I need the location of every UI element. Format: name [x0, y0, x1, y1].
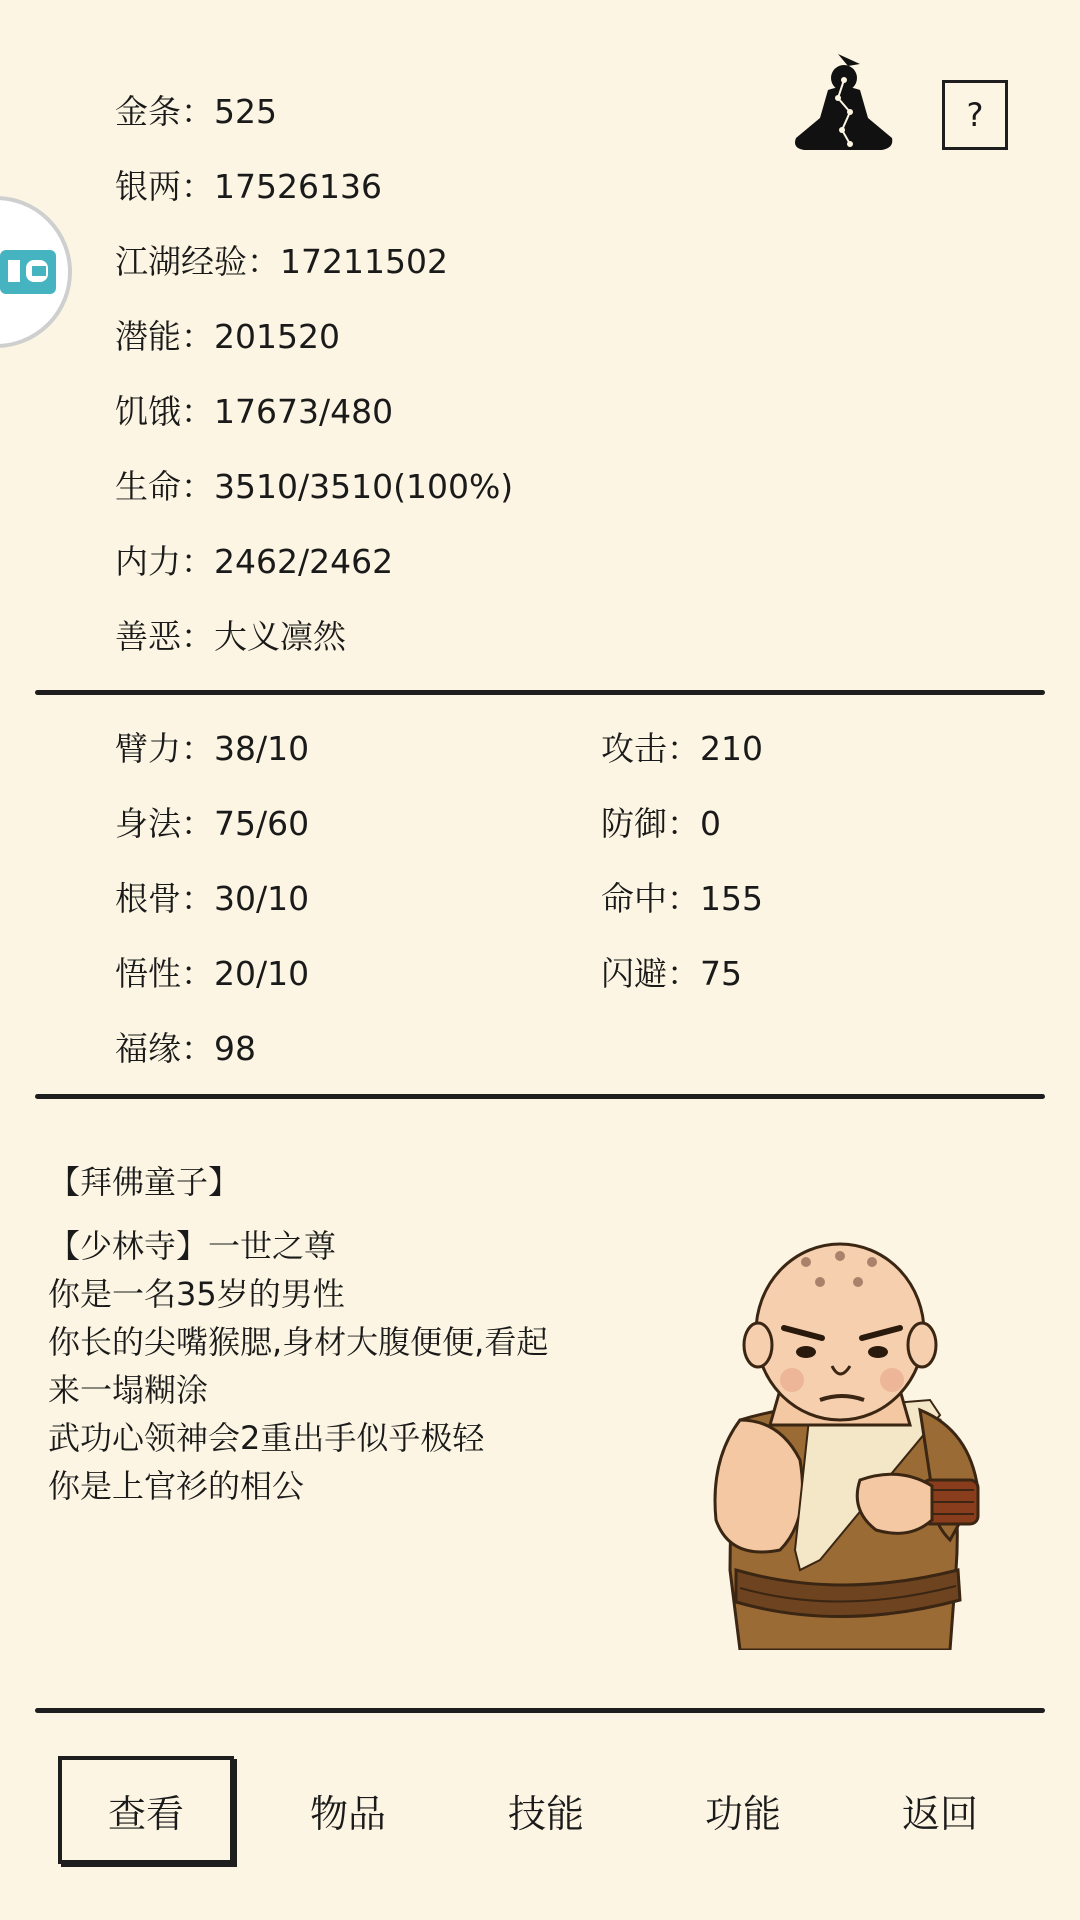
- stat-row-gold: [115, 92, 277, 132]
- attr-row-strength: [115, 729, 309, 769]
- stat-row-life: [115, 467, 513, 507]
- side-float-icon: [0, 244, 60, 300]
- stat-label: 防御: [601, 804, 667, 843]
- stat-separator: ：: [667, 954, 700, 993]
- tab-label: 查看: [107, 1791, 184, 1836]
- section-divider: [35, 690, 1045, 695]
- attr-row-hit: [601, 879, 763, 919]
- meditation-silhouette-icon[interactable]: [788, 50, 900, 162]
- stat-label: 生命: [115, 467, 181, 506]
- stat-value: 17211502: [280, 242, 448, 281]
- stat-separator: ：: [181, 954, 214, 993]
- stat-value: 大义凛然: [214, 617, 346, 656]
- stat-label: 潜能: [115, 317, 181, 356]
- tab-view[interactable]: [58, 1756, 234, 1864]
- stat-separator: ：: [667, 729, 700, 768]
- stat-value: 20/10: [214, 954, 310, 993]
- stat-separator: ：: [181, 392, 214, 431]
- tab-label: 物品: [309, 1791, 386, 1836]
- stat-value: 17526136: [214, 167, 382, 206]
- stat-label: 福缘: [115, 1029, 181, 1068]
- stat-value: 75: [700, 954, 742, 993]
- stat-value: 98: [214, 1029, 256, 1068]
- character-bio-line: 来一塌糊涂: [48, 1371, 209, 1409]
- stat-value: 17673/480: [214, 392, 394, 431]
- stat-label: 闪避: [601, 954, 667, 993]
- stat-value: 38/10: [214, 729, 310, 768]
- stat-separator: ：: [181, 879, 214, 918]
- section-divider: [35, 1708, 1045, 1713]
- stat-value: 210: [700, 729, 763, 768]
- stat-value: 201520: [214, 317, 340, 356]
- character-bio-line: 【少林寺】一世之尊: [48, 1227, 337, 1265]
- stat-value: 75/60: [214, 804, 310, 843]
- stat-row-silver: [115, 167, 382, 207]
- stat-label: 根骨: [115, 879, 181, 918]
- stat-row-experience: [115, 242, 448, 282]
- help-button[interactable]: [942, 80, 1008, 150]
- tab-label: 功能: [704, 1791, 781, 1836]
- attr-row-agility: [115, 804, 309, 844]
- side-float-button[interactable]: [0, 196, 72, 348]
- stat-row-hunger: [115, 392, 393, 432]
- stat-label: 善恶: [115, 617, 181, 656]
- character-title: 【拜佛童子】: [48, 1163, 241, 1201]
- section-divider: [35, 1094, 1045, 1099]
- stat-row-internal-force: [115, 542, 393, 582]
- stat-label: 金条: [115, 92, 181, 131]
- stat-value: 3510/3510(100%): [214, 467, 514, 506]
- stat-separator: ：: [181, 317, 214, 356]
- stat-separator: ：: [247, 242, 280, 281]
- attr-row-fortune: [115, 1029, 256, 1069]
- character-bio-line: 你长的尖嘴猴腮,身材大腹便便,看起: [48, 1323, 549, 1361]
- stat-separator: ：: [181, 617, 214, 656]
- stat-separator: ：: [181, 542, 214, 581]
- stat-separator: ：: [181, 167, 214, 206]
- stat-value: 30/10: [214, 879, 310, 918]
- stat-label: 臂力: [115, 729, 181, 768]
- tab-label: 技能: [507, 1791, 584, 1836]
- character-bio-line: 武功心领神会2重出手似乎极轻: [48, 1419, 485, 1457]
- stat-value: 525: [214, 92, 277, 131]
- stat-separator: ：: [181, 804, 214, 843]
- attr-row-attack: [601, 729, 763, 769]
- stat-separator: ：: [181, 1029, 214, 1068]
- tab-items[interactable]: [260, 1756, 436, 1864]
- stat-separator: ：: [181, 92, 214, 131]
- stat-row-morality: [115, 617, 346, 657]
- stat-label: 内力: [115, 542, 181, 581]
- help-label: ?: [966, 96, 984, 134]
- character-bio-line: 你是上官衫的相公: [48, 1467, 305, 1505]
- stat-label: 命中: [601, 879, 667, 918]
- stat-value: 2462/2462: [214, 542, 394, 581]
- stat-label: 银两: [115, 167, 181, 206]
- attr-row-defense: [601, 804, 721, 844]
- monk-portrait: [700, 1240, 1000, 1650]
- stat-label: 江湖经验: [115, 242, 247, 281]
- stat-label: 饥饿: [115, 392, 181, 431]
- stat-row-potential: [115, 317, 340, 357]
- stat-separator: ：: [181, 729, 214, 768]
- tab-functions[interactable]: [655, 1756, 831, 1864]
- stat-value: 155: [700, 879, 763, 918]
- stat-separator: ：: [667, 879, 700, 918]
- stat-separator: ：: [667, 804, 700, 843]
- attr-row-comprehension: [115, 954, 309, 994]
- tab-skills[interactable]: [458, 1756, 634, 1864]
- stat-separator: ：: [181, 467, 214, 506]
- character-bio-line: 你是一名35岁的男性: [48, 1275, 345, 1313]
- stat-label: 身法: [115, 804, 181, 843]
- attr-row-dodge: [601, 954, 742, 994]
- attr-row-constitution: [115, 879, 309, 919]
- stat-label: 悟性: [115, 954, 181, 993]
- tab-back[interactable]: [852, 1756, 1028, 1864]
- stat-label: 攻击: [601, 729, 667, 768]
- stat-value: 0: [700, 804, 721, 843]
- tab-label: 返回: [901, 1791, 978, 1836]
